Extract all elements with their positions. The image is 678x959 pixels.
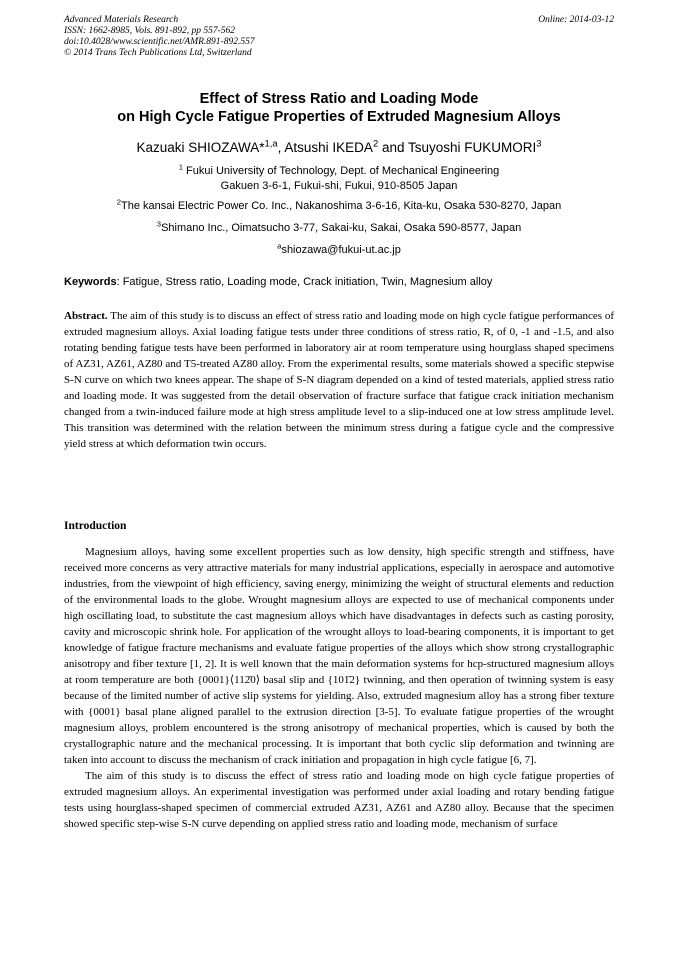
author-2-affil: 2 — [372, 138, 379, 150]
keywords-text: : Fatigue, Stress ratio, Loading mode, Crack initiation, Twin, Magnesium alloy — [116, 276, 493, 288]
basal-slip-notation: {0001}⟨112̄0⟩ — [197, 674, 260, 686]
author-1-affil: 1,a — [264, 138, 278, 150]
abstract-text: The aim of this study is to discuss an effect of stress ratio and loading mode on high cycle fatigue performances of extruded magnesium alloys. Axial loading fatigue tests under three conditions of stress ratio, R, of 0, -1 and -1.5, and also rotating bending fatigue tests have been performed in laboratory air at room temperature using hourglass shaped specimens of AZ31, AZ61, AZ80 and T5-treated AZ80 alloy. From the experimental results, some materials showed a specific stepwise S-N curve on which two knees appear. The shape of S-N diagram depended on a kind of tested materials, applied stress ratio and loading mode. It was suggested from the detail observation of fracture surface that fatigue crack initiation mechanism changed from a twin-induced failure mode at high stress amplitude level to a slip-induced one at low stress amplitude level. This transition was determined with the relation between the minimum stress during a fatigue cycle and the compressive yield stress at which deformation twin occurs. — [64, 310, 614, 450]
affiliation-1-marker: 1 — [178, 162, 183, 172]
online-date: Online: 2014-03-12 — [538, 15, 614, 25]
paper-title — [40, 90, 638, 126]
author-2: Atsushi IKEDA — [284, 140, 373, 155]
introduction-paragraph-2: The aim of this study is to discuss the effect of stress ratio and loading mode on high cycle fatigue properties of extruded magnesium alloys. An experimental investigation was performed under axial loading and rotary bending fatigue tests using hourglass-shaped specimen of commercial extruded AZ31, AZ61 and AZ80 alloy. Because that the specimen showed specific step-wise S-N curve depending on applied stress ratio and loading mode, mechanism of surface — [64, 770, 614, 830]
affiliation-2-marker: 2 — [116, 197, 122, 207]
publication-header — [64, 15, 614, 59]
affiliation-1-line-1: Fukui University of Technology, Dept. of Mechanical Engineering — [182, 165, 500, 177]
keywords-label: Keywords — [64, 276, 117, 288]
author-3-affil: 3 — [536, 138, 542, 150]
author-email — [30, 243, 648, 258]
affiliation-1-line-2: Gakuen 3-6-1, Fukui-shi, Fukui, 910-8505 Japan — [220, 180, 458, 192]
affiliation-2 — [30, 199, 648, 214]
issn: ISSN: 1662-8985, Vols. 891-892, pp 557-562 — [64, 26, 235, 36]
introduction-paragraph-1 — [64, 544, 614, 768]
email-marker: a — [277, 241, 282, 251]
intro-p1-text-a: Magnesium alloys, having some excellent properties such as low density, high specific strength and stiffness, have received more concerns as very attractive materials for many industrial applications, especially in aerospace and automotive industries, from the viewpoint of high efficiency, saving energy, minimizing the weight of structural elements and reduction of the environmental loads to the globe. Wrought magnesium alloys are expected to use of mechanical components under high oscillating load, to substitute the cast magnesium alloys which have disadvantages in defects such as casting porosity, cavity and microscopic shrink hole. For application of the wrought alloys to load-bearing components, it is important to get knowledge of fatigue fracture mechanisms and evaluate fatigue properties of the alloys which show strong crystallographic anisotropy and fiber texture [1, 2]. It is well known that the main deformation systems for hcp-structured magnesium alloys at room temperature are both — [64, 546, 614, 686]
author-1: Kazuaki SHIOZAWA* — [136, 140, 265, 155]
title-line-2: on High Cycle Fatigue Properties of Extruded Magnesium Alloys — [117, 109, 561, 125]
email-address[interactable]: shiozawa@fukui-ut.ac.jp — [281, 244, 401, 256]
affiliation-3-text: Shimano Inc., Oimatsucho 3-77, Sakai-ku, Sakai, Osaka 590-8577, Japan — [161, 222, 522, 234]
author-list — [30, 140, 648, 155]
keywords — [64, 276, 614, 288]
affiliation-1 — [30, 164, 648, 194]
intro-p1-text-b: basal slip and — [259, 674, 328, 686]
introduction-body — [64, 544, 614, 832]
twin-plane-notation: {101̄2} — [327, 674, 361, 686]
affiliation-3-marker: 3 — [156, 219, 162, 229]
abstract-label: Abstract. — [64, 310, 108, 322]
intro-p1-text-c: twinning, and then operation of twinning system is easy because of the limited number of active slip systems for yielding. Also, extruded magnesium alloy has a strong fiber texture with {0001} basal plane aligned parallel to the extrusion direction [3-5]. To evaluate fatigue properties of the wrought magnesium alloys, problem encountered is the strong anisotropy of mechanical properties, which is caused by both the crystallographic nature and the mechanical processing. It is important that both cyclic slip deformation and twinning are taken into account to discuss the mechanism of crack initiation and propagation in high cycle fatigue [6, 7]. — [64, 674, 614, 766]
introduction-heading: Introduction — [64, 520, 127, 532]
affiliation-2-text: The kansai Electric Power Co. Inc., Nakanoshima 3-6-16, Kita-ku, Osaka 530-8270, Japan — [121, 200, 562, 212]
abstract — [64, 308, 614, 452]
title-line-1: Effect of Stress Ratio and Loading Mode — [199, 91, 479, 107]
journal-name: Advanced Materials Research — [64, 15, 179, 25]
author-sep: and — [378, 140, 408, 155]
copyright: © 2014 Trans Tech Publications Ltd, Switzerland — [64, 48, 252, 58]
affiliation-3 — [30, 221, 648, 236]
author-sep: , — [277, 140, 285, 155]
author-3: Tsuyoshi FUKUMORI — [408, 140, 537, 155]
doi: doi:10.4028/www.scientific.net/AMR.891-892.557 — [64, 37, 255, 47]
